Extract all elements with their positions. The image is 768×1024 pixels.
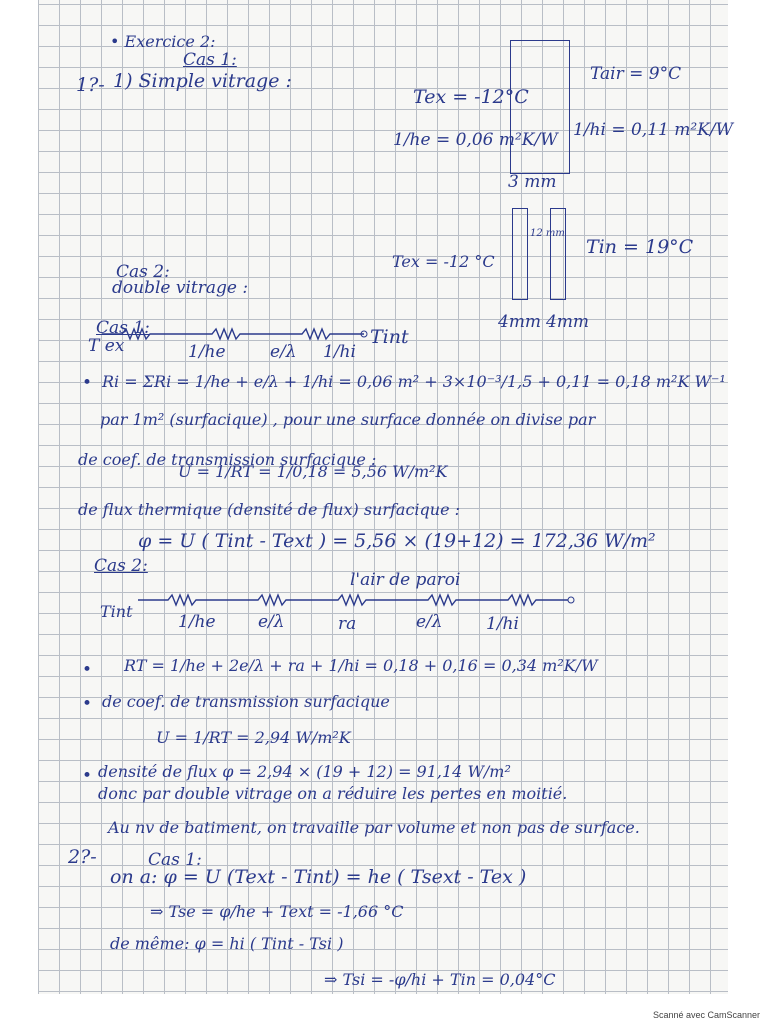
circuit1-wire (102, 324, 372, 344)
ona-equation: on a: φ = U (Text - Tint) = he ( Tsext - Tex ) (110, 866, 527, 888)
cas2-header: Cas 2: (116, 262, 170, 282)
hi-equation: 1/hi = 0,11 m²K/W (573, 120, 734, 140)
air-note: l'air de paroi (350, 570, 461, 590)
cas2-description: double vitrage : (112, 278, 249, 298)
phi-equation: φ = U ( Tint - Text ) = 5,56 × (19+12) = 172,36 W/m² (138, 530, 656, 552)
circuit1-r3: 1/hi (323, 342, 356, 362)
thickness-b-label: 4mm (546, 312, 590, 332)
circuit1-tint: Tint (370, 326, 409, 348)
scanner-watermark: Scanné avec CamScanner (652, 1010, 760, 1020)
tin-label: Tin = 19°C (586, 236, 694, 258)
circuit2-r1: 1/he (178, 612, 216, 632)
circuit2-label: Cas 2: (94, 556, 148, 576)
cas1-subtitle: Cas 1: (183, 50, 237, 70)
circuit2-r3: ra (338, 614, 357, 634)
double-glass-pane-left (512, 208, 528, 300)
part1-label: 1?- (76, 74, 105, 96)
dememe-equation: de même: φ = hi ( Tint - Tsi ) (110, 934, 344, 953)
gap-label: 12 mm (530, 228, 565, 239)
double-glass-pane-right (550, 208, 566, 300)
ri-equation: Ri = ΣRi = 1/he + e/λ + 1/hi = 0,06 m² + 3×10⁻³/1,5 + 0,11 = 0,18 m²K W⁻¹ (102, 372, 726, 391)
tex1-label: Tex = -12°C (413, 86, 529, 108)
thickness1-label: 3 mm (508, 172, 557, 192)
tsi-equation: ⇒ Tsi = -φ/hi + Tin = 0,04°C (324, 970, 556, 989)
bullet: • (82, 766, 93, 786)
par-line: par 1m² (surfacique) , pour une surface donnée on divise par (100, 410, 596, 429)
coef-title: de coef. de transmission surfacique : (78, 450, 377, 469)
batiment-line: Au nv de batiment, on travaille par volume et non pas de surface. (108, 818, 640, 837)
circuit2-r5: 1/hi (486, 614, 519, 634)
circuit1-tex: T ex (88, 336, 125, 356)
tair-label: Tair = 9°C (590, 64, 682, 84)
donc-line: donc par double vitrage on a réduire les pertes en moitié. (98, 784, 568, 803)
bullet: • (82, 694, 93, 714)
circuit1-label: Cas 1: (96, 318, 150, 338)
bullet: • (82, 660, 93, 680)
bullet: • (82, 373, 93, 393)
coef2-title: de coef. de transmission surfacique (102, 692, 390, 711)
cas1b-label: Cas 1: (148, 850, 202, 870)
flux-title: de flux thermique (densité de flux) surfacique : (78, 500, 461, 519)
circuit1-r1: 1/he (188, 342, 226, 362)
u-equation: U = 1/RT = 1/0,18 = 5,56 W/m²K (178, 462, 448, 481)
tse-equation: ⇒ Tse = φ/he + Text = -1,66 °C (150, 902, 404, 921)
circuit1-r2: e/λ (270, 342, 297, 362)
circuit2-r4: e/λ (416, 612, 443, 632)
circuit2-wire (138, 588, 608, 608)
notebook-page (38, 0, 734, 994)
tex2-label: Tex = -12 °C (392, 252, 495, 271)
circuit2-tint: Tint (100, 602, 133, 621)
density-equation: densité de flux φ = 2,94 × (19 + 12) = 91,14 W/m² (98, 762, 511, 781)
u2-equation: U = 1/RT = 2,94 W/m²K (156, 728, 351, 747)
item1-title: 1) Simple vitrage : (113, 70, 292, 92)
exercise-title: • Exercice 2: (110, 32, 216, 51)
circuit2-r2: e/λ (258, 612, 285, 632)
he-equation: 1/he = 0,06 m²K/W (393, 130, 558, 150)
rt2-equation: RT = 1/he + 2e/λ + ra + 1/hi = 0,18 + 0,16 = 0,34 m²K/W (124, 656, 598, 675)
part2-label: 2?- (68, 846, 97, 868)
thickness-a-label: 4mm (498, 312, 542, 332)
